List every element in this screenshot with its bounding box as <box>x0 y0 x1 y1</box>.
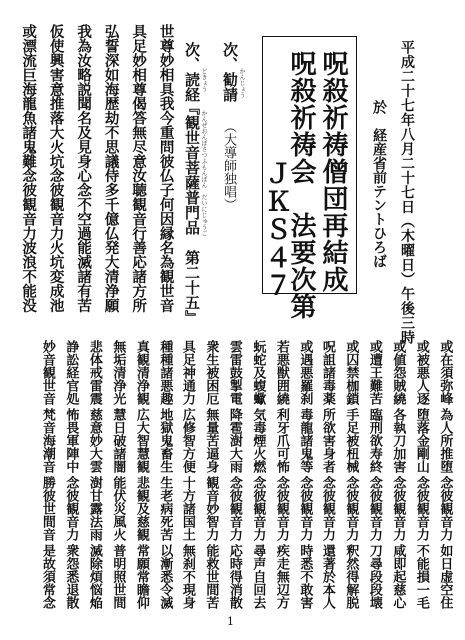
sutra-verse: 生老病死苦 <box>157 476 173 541</box>
sutra-verse: 或値怨賊繞 <box>390 340 406 405</box>
sutra-verse: 呪詛諸毒薬 <box>319 340 335 405</box>
sutra-verse: 我為汝略説 <box>75 24 93 97</box>
program-item-1-note: （大導師独唱） <box>221 120 236 211</box>
sutra-verse: 広大智慧観 <box>133 408 149 473</box>
sutra-verse: 衆怨悉退散 <box>63 544 79 609</box>
sutra-verse: 咸即起慈心 <box>390 544 406 609</box>
sutra-verse: 悲体戒雷震 <box>86 340 102 405</box>
sutra-verse: 降雹澍大雨 <box>226 408 242 473</box>
sutra-verse: 疾走無辺方 <box>273 544 289 609</box>
sutra-verse: 種種諸悪趣 <box>157 340 173 405</box>
ceremony-venue <box>372 100 386 268</box>
sutra-verse: 念彼観音力 <box>297 476 313 541</box>
sutra-verse: 具足神通力 <box>179 340 195 405</box>
sutra-verse: 念彼観音力 <box>47 168 65 241</box>
sutra-verse: 能滅諸有苦 <box>75 240 93 313</box>
sutra-verse: 念彼観音力 <box>413 476 429 541</box>
sutra-verse: 利牙爪可怖 <box>273 408 289 473</box>
sutra-verse: 慧日破諸闇 <box>110 408 126 473</box>
sutra-verse: 或在須弥峰 <box>437 340 453 405</box>
sutra-verse: 所欲害身者 <box>319 408 335 473</box>
sutra-verse: 真観清浄観 <box>133 340 149 405</box>
sutra-verse: 無量苦逼身 <box>203 408 219 473</box>
sutra-verse: 以漸悉令滅 <box>157 544 173 609</box>
sutra-verse: 或遇悪羅刹 <box>297 340 313 405</box>
sutra-verse: 為人所推堕 <box>437 408 453 473</box>
sutra-verse: 念彼観音力 <box>20 168 38 241</box>
program-item-1-text: 勧請 <box>221 72 239 102</box>
sutra-verse: 地獄鬼畜生 <box>157 408 173 473</box>
sutra-verse: 無垢清浄光 <box>110 340 126 405</box>
sutra-verse: 念彼観音力 <box>390 476 406 541</box>
sutra-verse: 若悪獣囲繞 <box>273 340 289 405</box>
sutra-verse: 念彼観音力 <box>273 476 289 541</box>
sutra-verse: 侍多千億仏 <box>102 168 120 241</box>
sutra-verse: 臨刑欲寿終 <box>366 408 382 473</box>
program-item-2-ruby: どきょう <box>200 68 207 92</box>
sutra-verse: 歴劫不思議 <box>102 96 120 169</box>
title-line-1: 呪殺祈祷僧団再結成 <box>318 50 348 293</box>
sutra-verse: 善応諸方所 <box>130 240 148 313</box>
program-item-1 <box>222 42 237 102</box>
sutra-verse: 観音妙智力 <box>203 476 219 541</box>
sutra-verse: 仏子何因縁 <box>157 168 175 241</box>
sutra-verse: 蚖蛇及蝮蠍 <box>250 340 266 405</box>
sutra-verse: 心念不空過 <box>75 168 93 241</box>
sutra-verse: 仮使興害意 <box>47 24 65 97</box>
sutra-verse: 是故須常念 <box>39 544 55 609</box>
venue-prefix: 於 <box>371 100 387 114</box>
sutra-verse: 広修智方便 <box>179 408 195 473</box>
sutra-verse: 龍魚諸鬼難 <box>20 96 38 169</box>
sutra-verse: 気毒煙火燃 <box>250 408 266 473</box>
sutra-verse: 名為観世音 <box>157 240 175 313</box>
sutra-verse: 梵音海潮音 <box>39 408 55 473</box>
sutra-verse: 毒龍諸鬼等 <box>297 408 313 473</box>
sutra-verse: 火坑変成池 <box>47 240 65 313</box>
sutra-verse: 勝彼世間音 <box>39 476 55 541</box>
program-item-2-title: 『観世音菩薩普門品 第二十五』 <box>183 100 201 325</box>
program-item-2-title-ruby: かんぜおんぼさつふもんぼん だいにじゅうご <box>200 110 207 236</box>
sutra-verse: 慈意妙大雲 <box>86 408 102 473</box>
program-item-2-label: 次、 <box>183 42 201 72</box>
sutra-verse: 或漂流巨海 <box>20 24 38 97</box>
sutra-verse: 妙音観世音 <box>39 340 55 405</box>
sutra-verse: 釈然得解脱 <box>343 544 359 609</box>
sutra-verse: 悲観及慈観 <box>133 476 149 541</box>
sutra-verse: 澍甘露法雨 <box>86 476 102 541</box>
sutra-verse: 弘誓深如海 <box>102 24 120 97</box>
sutra-verse: 尋声自回去 <box>250 544 266 609</box>
sutra-verse: 時悉不敢害 <box>297 544 313 609</box>
sutra-verse: 或遭王難苦 <box>366 340 382 405</box>
sutra-verse: 諍訟経官処 <box>63 340 79 405</box>
sutra-verse: 推落大火坑 <box>47 96 65 169</box>
sutra-verse: 十方諸国土 <box>179 476 195 541</box>
sutra-verse: 能救世間苦 <box>203 544 219 609</box>
sutra-verse: 念彼観音力 <box>63 476 79 541</box>
program-item-2 <box>184 42 199 102</box>
sutra-verse: 普明照世間 <box>110 544 126 609</box>
sutra-verse: 滅除煩悩焔 <box>86 544 102 609</box>
sutra-verse: 我今重問彼 <box>157 96 175 169</box>
program-item-1-label: 次、 <box>221 42 239 72</box>
sutra-verse: 堕落金剛山 <box>413 408 429 473</box>
sutra-verse: 刀尋段段壊 <box>366 544 382 609</box>
sutra-verse: 衆生被困厄 <box>203 340 219 405</box>
sutra-verse: 怖畏軍陣中 <box>63 408 79 473</box>
sutra-verse: 不能損一毛 <box>413 544 429 609</box>
page-number: 1 <box>227 615 234 628</box>
sutra-verse: 発大清浄願 <box>102 240 120 313</box>
sutra-verse: 波浪不能没 <box>20 240 38 313</box>
title-line-3: ＪＫＳ４７ <box>261 160 291 300</box>
sutra-verse: 念彼観音力 <box>250 476 266 541</box>
sutra-verse: 還著於本人 <box>319 544 335 609</box>
ceremony-date: 平成二十七年八月二十七日（木曜日）午後三時 <box>399 40 415 345</box>
sutra-verse: 如日虚空住 <box>437 544 453 609</box>
sutra-verse: 応時得消散 <box>226 544 242 609</box>
sutra-verse: 念彼観音力 <box>366 476 382 541</box>
sutra-verse: 念彼観音力 <box>319 476 335 541</box>
sutra-verse: 偈答無尽意 <box>130 96 148 169</box>
sutra-verse: 能伏災風火 <box>110 476 126 541</box>
sutra-verse: 手足被杻械 <box>343 408 359 473</box>
sutra-verse: 汝聴観音行 <box>130 168 148 241</box>
program-item-1-ruby: かんじょう <box>238 68 245 98</box>
sutra-verse: 念彼観音力 <box>226 476 242 541</box>
sutra-verse: 無刹不現身 <box>179 544 195 609</box>
sutra-verse: 或被悪人逐 <box>413 340 429 405</box>
sutra-verse: 念彼観音力 <box>437 476 453 541</box>
venue-name: 経産省前テントひろば <box>371 128 387 268</box>
sutra-verse: 聞名及見身 <box>75 96 93 169</box>
title-line-2: 呪殺祈祷会 法要次第 <box>286 50 316 320</box>
program-item-2-text: 読経 <box>183 72 201 102</box>
sutra-verse: 或囚禁枷鎖 <box>343 340 359 405</box>
sutra-verse: 世尊妙相具 <box>157 24 175 97</box>
sutra-verse: 常願常瞻仰 <box>133 544 149 609</box>
sutra-verse: 念彼観音力 <box>343 476 359 541</box>
sutra-verse: 各執刀加害 <box>390 408 406 473</box>
sutra-verse: 具足妙相尊 <box>130 24 148 97</box>
sutra-verse: 雲雷鼓掣電 <box>226 340 242 405</box>
